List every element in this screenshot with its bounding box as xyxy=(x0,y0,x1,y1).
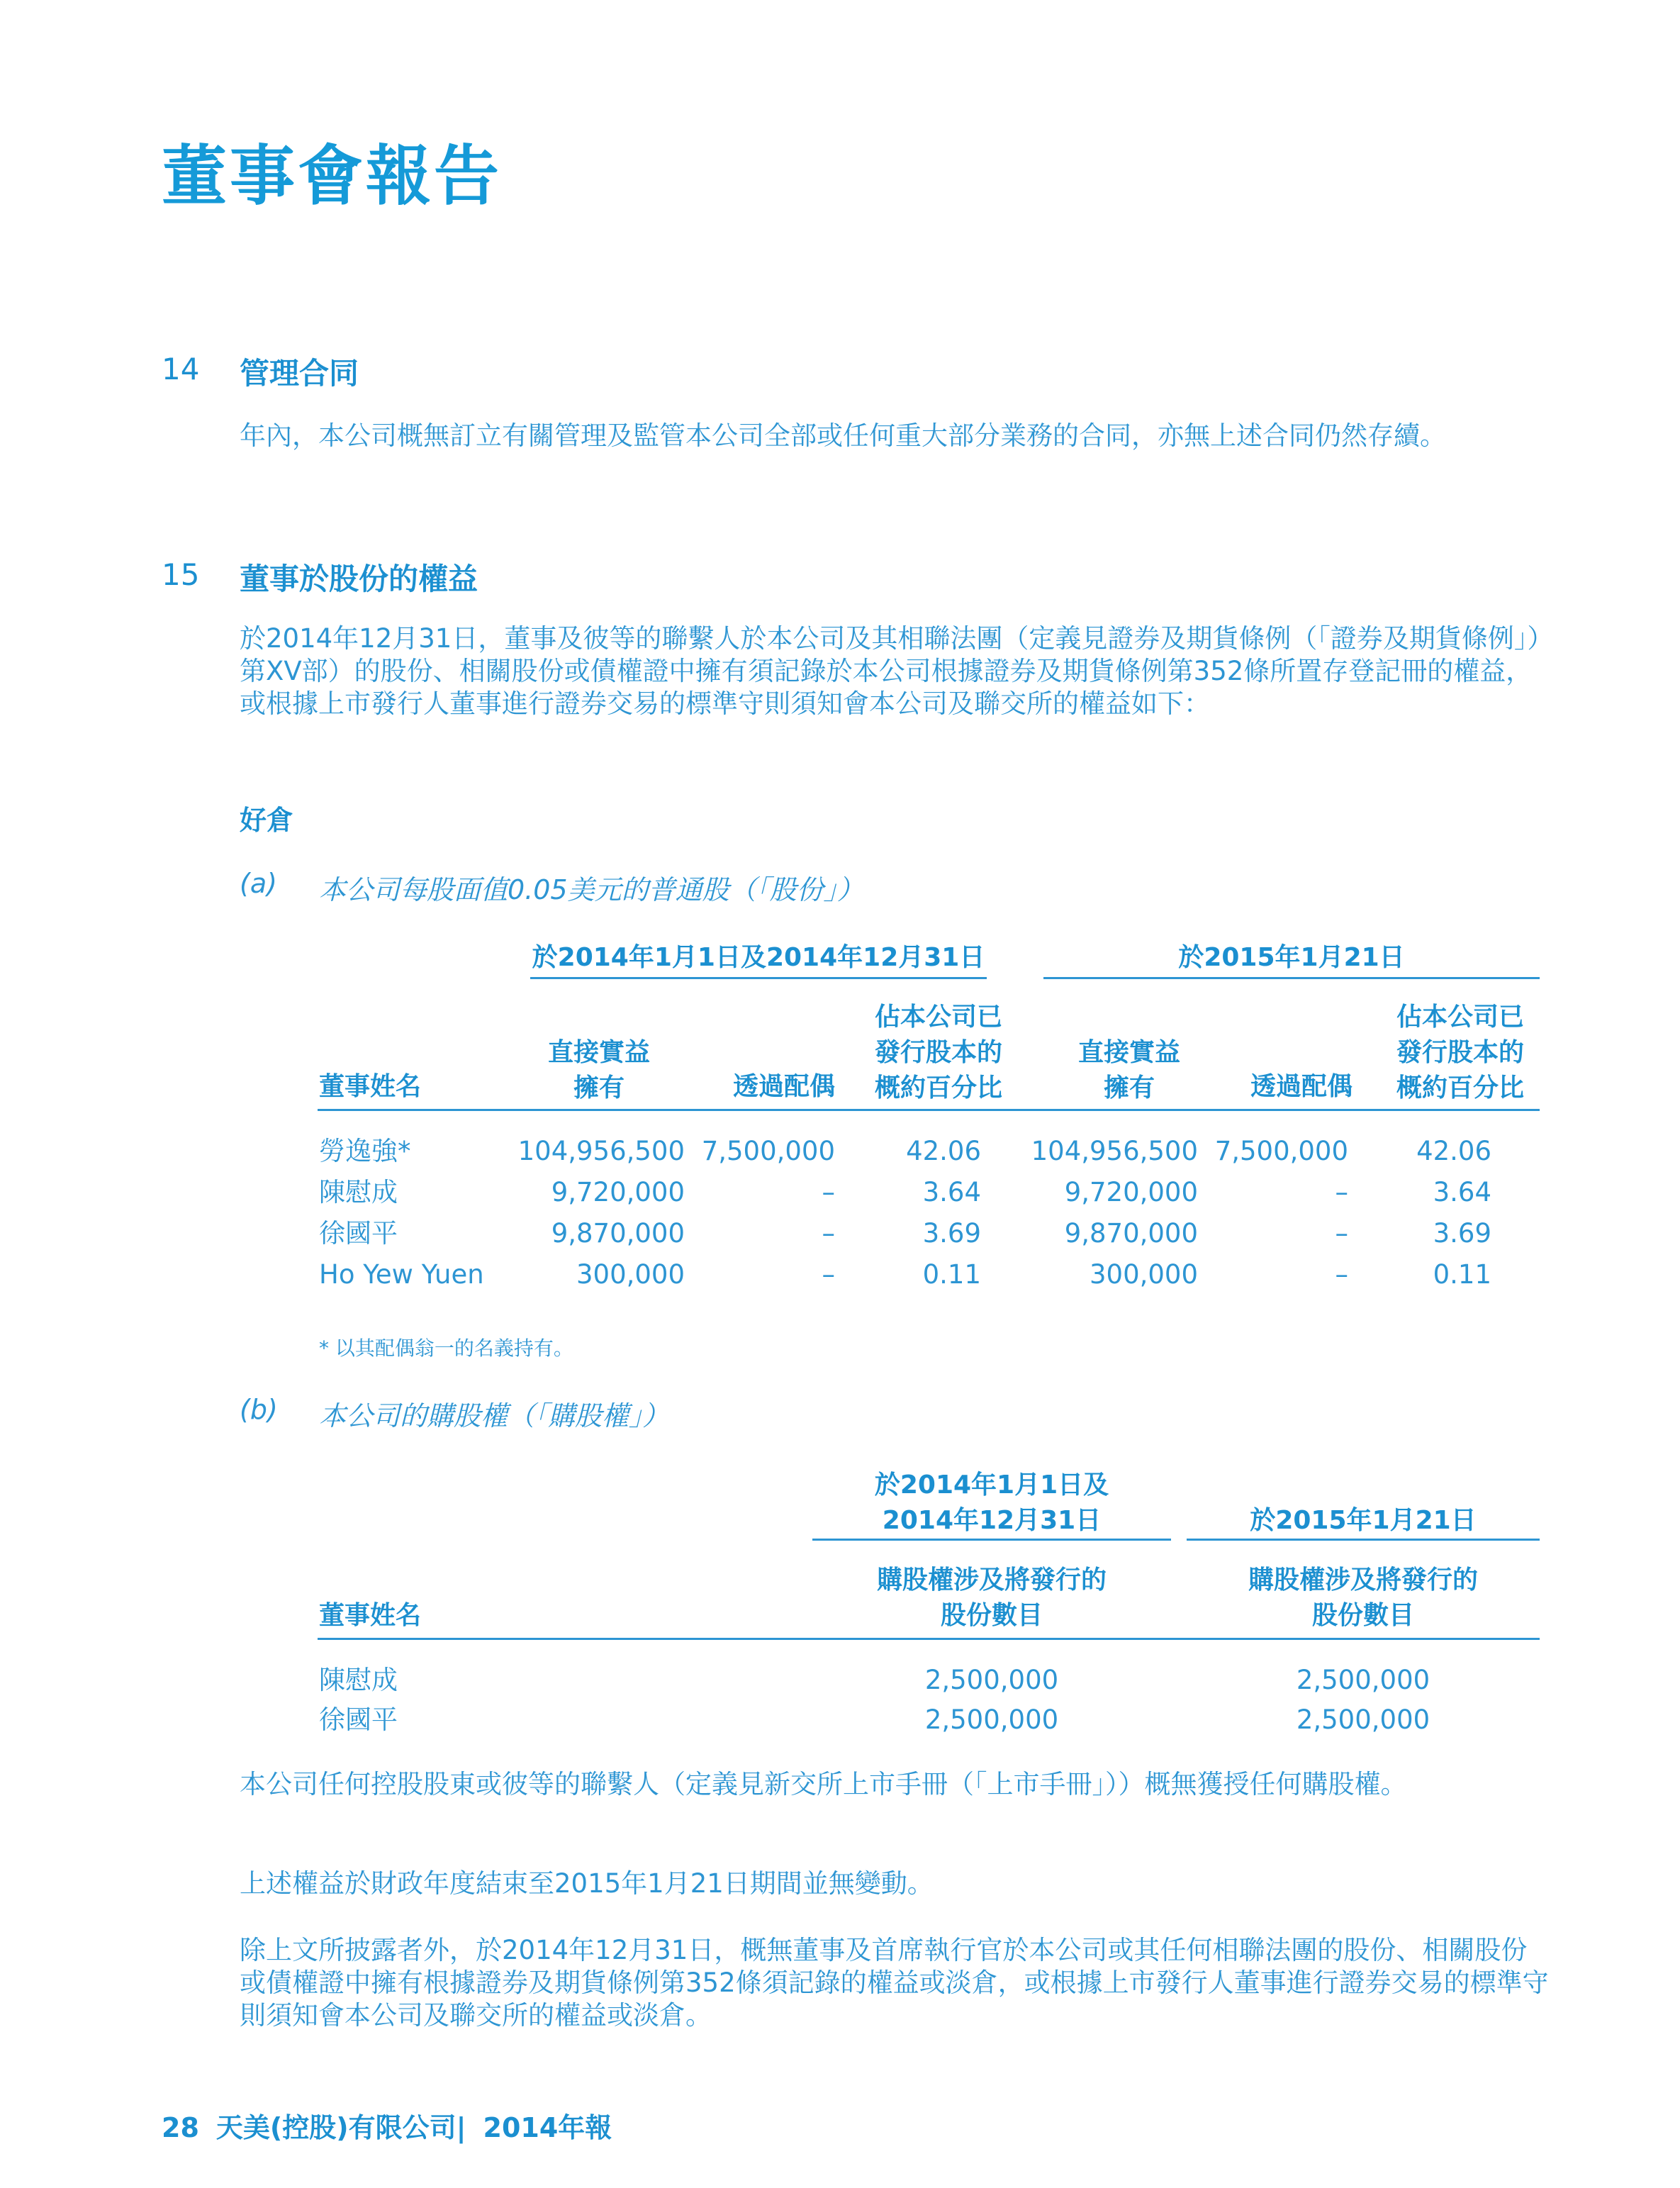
row-direct-2015: 9,870,000 xyxy=(1064,1218,1198,1249)
table-a-footnote: * 以其配偶翁一的名義持有。 xyxy=(319,1336,573,1360)
section-14-number: 14 xyxy=(162,352,200,386)
table-b-group1-header xyxy=(812,1468,1171,1539)
row-spouse-2014: – xyxy=(822,1177,835,1207)
footer-company: 天美(控股)有限公司| xyxy=(215,2112,466,2143)
row-pct-2015: 42.06 xyxy=(1416,1136,1491,1166)
table-a-title: 本公司每股面值0.05美元的普通股（「股份」） xyxy=(319,874,864,905)
row-name: 陳慰成 xyxy=(319,1177,398,1207)
col-direct-line2: 擁有 xyxy=(1103,1073,1155,1103)
table-a-col-spouse-1: 透過配偶 xyxy=(732,1072,835,1101)
row-direct-2015: 9,720,000 xyxy=(1064,1177,1198,1207)
col-direct-line1: 直接實益 xyxy=(547,1038,650,1067)
row-name: 陳慰成 xyxy=(319,1665,398,1695)
page-footer xyxy=(162,2106,629,2145)
row-direct-2014: 104,956,500 xyxy=(517,1136,685,1166)
table-a-col-pct-1 xyxy=(861,1000,1017,1106)
row-options-2014: 2,500,000 xyxy=(924,1704,1059,1735)
col-pct-line3: 概約百分比 xyxy=(874,1073,1002,1103)
group1-line1: 於2014年1月1日及 xyxy=(874,1470,1109,1500)
row-spouse-2014: 7,500,000 xyxy=(701,1136,835,1166)
col-pct-line2: 發行股本的 xyxy=(1396,1038,1524,1067)
table-a-group2-header: 於2015年1月21日 xyxy=(1178,943,1405,972)
row-name: Ho Yew Yuen xyxy=(319,1259,484,1290)
row-direct-2014: 9,720,000 xyxy=(551,1177,685,1207)
row-pct-2015: 3.64 xyxy=(1433,1177,1491,1207)
col-pct-line1: 佔本公司已 xyxy=(874,1003,1002,1032)
row-spouse-2015: – xyxy=(1335,1259,1348,1290)
row-spouse-2015: – xyxy=(1335,1177,1348,1207)
table-a-col-name: 董事姓名 xyxy=(319,1072,422,1101)
col-direct-line2: 擁有 xyxy=(573,1073,625,1103)
table-a-group2-rule xyxy=(1043,977,1540,979)
table-b-group1-rule xyxy=(812,1539,1171,1541)
page-number: 28 xyxy=(162,2112,199,2143)
row-pct-2015: 3.69 xyxy=(1433,1218,1491,1249)
row-direct-2014: 9,870,000 xyxy=(551,1218,685,1249)
table-a-group1-rule xyxy=(530,977,987,979)
col-pct-line3: 概約百分比 xyxy=(1396,1073,1524,1103)
row-direct-2015: 104,956,500 xyxy=(1031,1136,1198,1166)
row-name: 徐國平 xyxy=(319,1704,398,1735)
col-direct-line1: 直接實益 xyxy=(1077,1038,1180,1067)
row-pct-2014: 3.69 xyxy=(922,1218,981,1249)
row-spouse-2015: 7,500,000 xyxy=(1214,1136,1348,1166)
table-b-group2-header: 於2015年1月21日 xyxy=(1250,1506,1477,1535)
para-no-change: 上述權益於財政年度結束至2015年1月21日期間並無變動。 xyxy=(240,1868,934,1899)
section-15-number: 15 xyxy=(162,557,200,592)
page-title: 董事會報告 xyxy=(162,138,503,214)
row-spouse-2014: – xyxy=(822,1218,835,1249)
row-direct-2015: 300,000 xyxy=(1089,1259,1198,1290)
row-pct-2014: 3.64 xyxy=(922,1177,981,1207)
col-shares-line1: 購股權涉及將發行的 xyxy=(876,1565,1107,1595)
section-15-title: 董事於股份的權益 xyxy=(240,562,478,596)
table-a-col-direct-1 xyxy=(517,1035,681,1106)
col-pct-line1: 佔本公司已 xyxy=(1396,1003,1524,1032)
row-direct-2014: 300,000 xyxy=(576,1259,685,1290)
table-a-col-spouse-2: 透過配偶 xyxy=(1250,1072,1353,1101)
row-options-2015: 2,500,000 xyxy=(1296,1665,1430,1695)
para-controlling-shareholders: 本公司任何控股股東或彼等的聯繫人（定義見新交所上市手冊（「上市手冊」））概無獲授任何購股權。 xyxy=(240,1769,1407,1799)
table-a-header-rule xyxy=(318,1109,1540,1111)
table-b-col-shares-1 xyxy=(812,1563,1171,1634)
table-a-col-direct-2 xyxy=(1048,1035,1211,1106)
row-pct-2015: 0.11 xyxy=(1433,1259,1491,1290)
table-a-label: (a) xyxy=(240,868,277,899)
section-14-title: 管理合同 xyxy=(240,356,359,391)
long-position-heading: 好倉 xyxy=(240,805,294,836)
col-shares-line2: 股份數目 xyxy=(1311,1601,1414,1630)
row-pct-2014: 42.06 xyxy=(906,1136,981,1166)
section-15-intro: 於2014年12月31日，董事及彼等的聯繫人於本公司及其相聯法團（定義見證券及期貨條例（「證券及期貨條例」）第XV部）的股份、相關股份或債權證中擁有須記錄於本公司根據證券及期貨條例第352條所置存登記冊的權益，或根據上市發行人董事進行證券交易的標準守則須知會本公司及聯交所的權益如下： xyxy=(240,623,1540,719)
group1-line2: 2014年12月31日 xyxy=(882,1506,1102,1535)
row-pct-2014: 0.11 xyxy=(922,1259,981,1290)
table-a-col-pct-2 xyxy=(1382,1000,1538,1106)
row-spouse-2014: – xyxy=(822,1259,835,1290)
col-shares-line2: 股份數目 xyxy=(940,1601,1043,1630)
para-save-as-disclosed: 除上文所披露者外，於2014年12月31日，概無董事及首席執行官於本公司或其任何相聯法團的股份、相關股份或債權證中擁有根據證券及期貨條例第352條須記錄的權益或淡倉，或根據上市發行人董事進行證券交易的標準守則須知會本公司及聯交所的權益或淡倉。 xyxy=(240,1935,1549,2031)
row-name: 徐國平 xyxy=(319,1218,398,1249)
table-b-col-name: 董事姓名 xyxy=(319,1601,422,1630)
row-options-2014: 2,500,000 xyxy=(924,1665,1059,1695)
table-b-group2-rule xyxy=(1187,1539,1540,1541)
table-b-label: (b) xyxy=(240,1394,278,1425)
table-a-group1-header: 於2014年1月1日及2014年12月31日 xyxy=(532,943,985,972)
table-b-header-rule xyxy=(318,1638,1540,1640)
row-name: 勞逸強* xyxy=(319,1136,411,1166)
col-pct-line2: 發行股本的 xyxy=(874,1038,1002,1067)
table-b-col-shares-2 xyxy=(1187,1563,1540,1634)
row-spouse-2015: – xyxy=(1335,1218,1348,1249)
table-b-title: 本公司的購股權（「購股權」） xyxy=(319,1400,670,1431)
footer-report: 2014年報 xyxy=(483,2112,612,2143)
row-options-2015: 2,500,000 xyxy=(1296,1704,1430,1735)
section-14-body: 年內，本公司概無訂立有關管理及監管本公司全部或任何重大部分業務的合同，亦無上述合同仍然存續。 xyxy=(240,420,1446,451)
col-shares-line1: 購股權涉及將發行的 xyxy=(1248,1565,1478,1595)
